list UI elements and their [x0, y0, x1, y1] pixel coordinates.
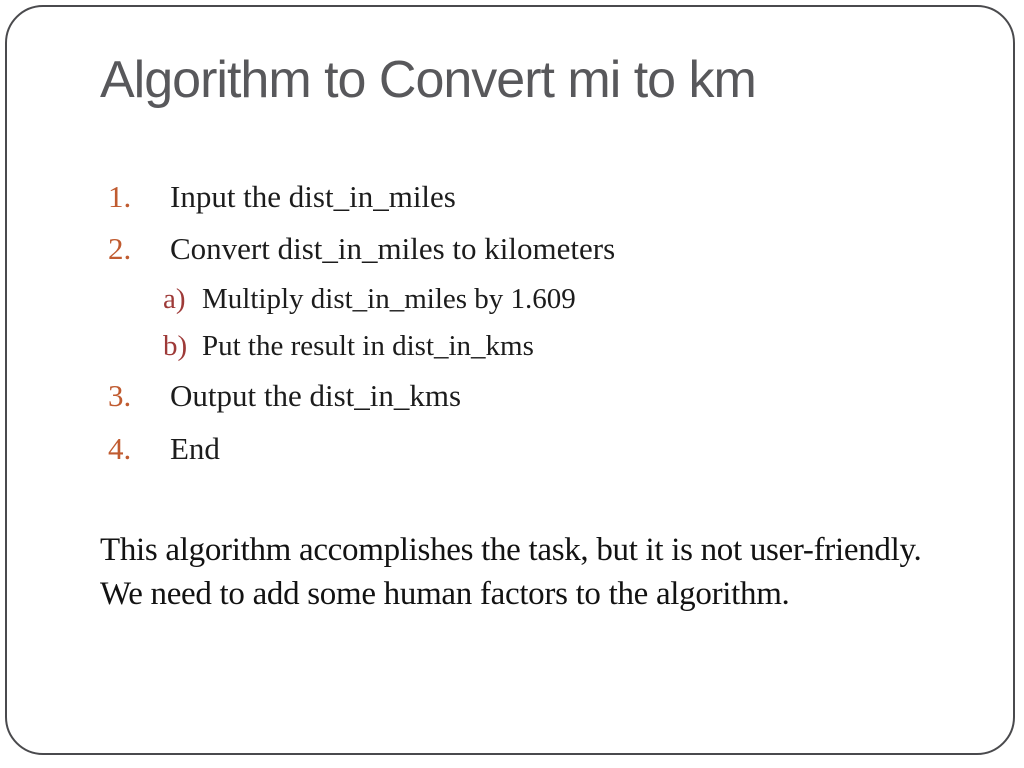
note-line-2: We need to add some human factors to the algorithm. — [100, 576, 790, 612]
list-item-text: Multiply dist_in_miles by 1.609 — [202, 283, 576, 315]
list-number-marker: 2. — [108, 231, 132, 266]
slide-note — [100, 528, 1005, 616]
slide-title: Algorithm to Convert mi to km — [100, 51, 756, 109]
list-number-marker: 3. — [108, 378, 132, 413]
list-letter-marker: a) — [163, 283, 186, 315]
list-number-marker: 4. — [108, 431, 132, 466]
list-number-marker: 1. — [108, 179, 132, 214]
list-item-text: Convert dist_in_miles to kilometers — [170, 231, 616, 266]
list-subitem — [163, 283, 576, 316]
list-item — [108, 179, 456, 215]
list-item-text: Input the dist_in_miles — [170, 179, 456, 214]
list-item — [108, 231, 615, 267]
note-line-1: This algorithm accomplishes the task, but it is not user-friendly. — [100, 532, 922, 568]
list-subitem — [163, 330, 534, 363]
list-item — [108, 431, 220, 467]
list-letter-marker: b) — [163, 330, 188, 362]
list-item-text: Put the result in dist_in_kms — [202, 330, 534, 362]
list-item — [108, 378, 461, 414]
list-item-text: Output the dist_in_kms — [170, 378, 462, 413]
list-item-text: End — [170, 431, 220, 466]
